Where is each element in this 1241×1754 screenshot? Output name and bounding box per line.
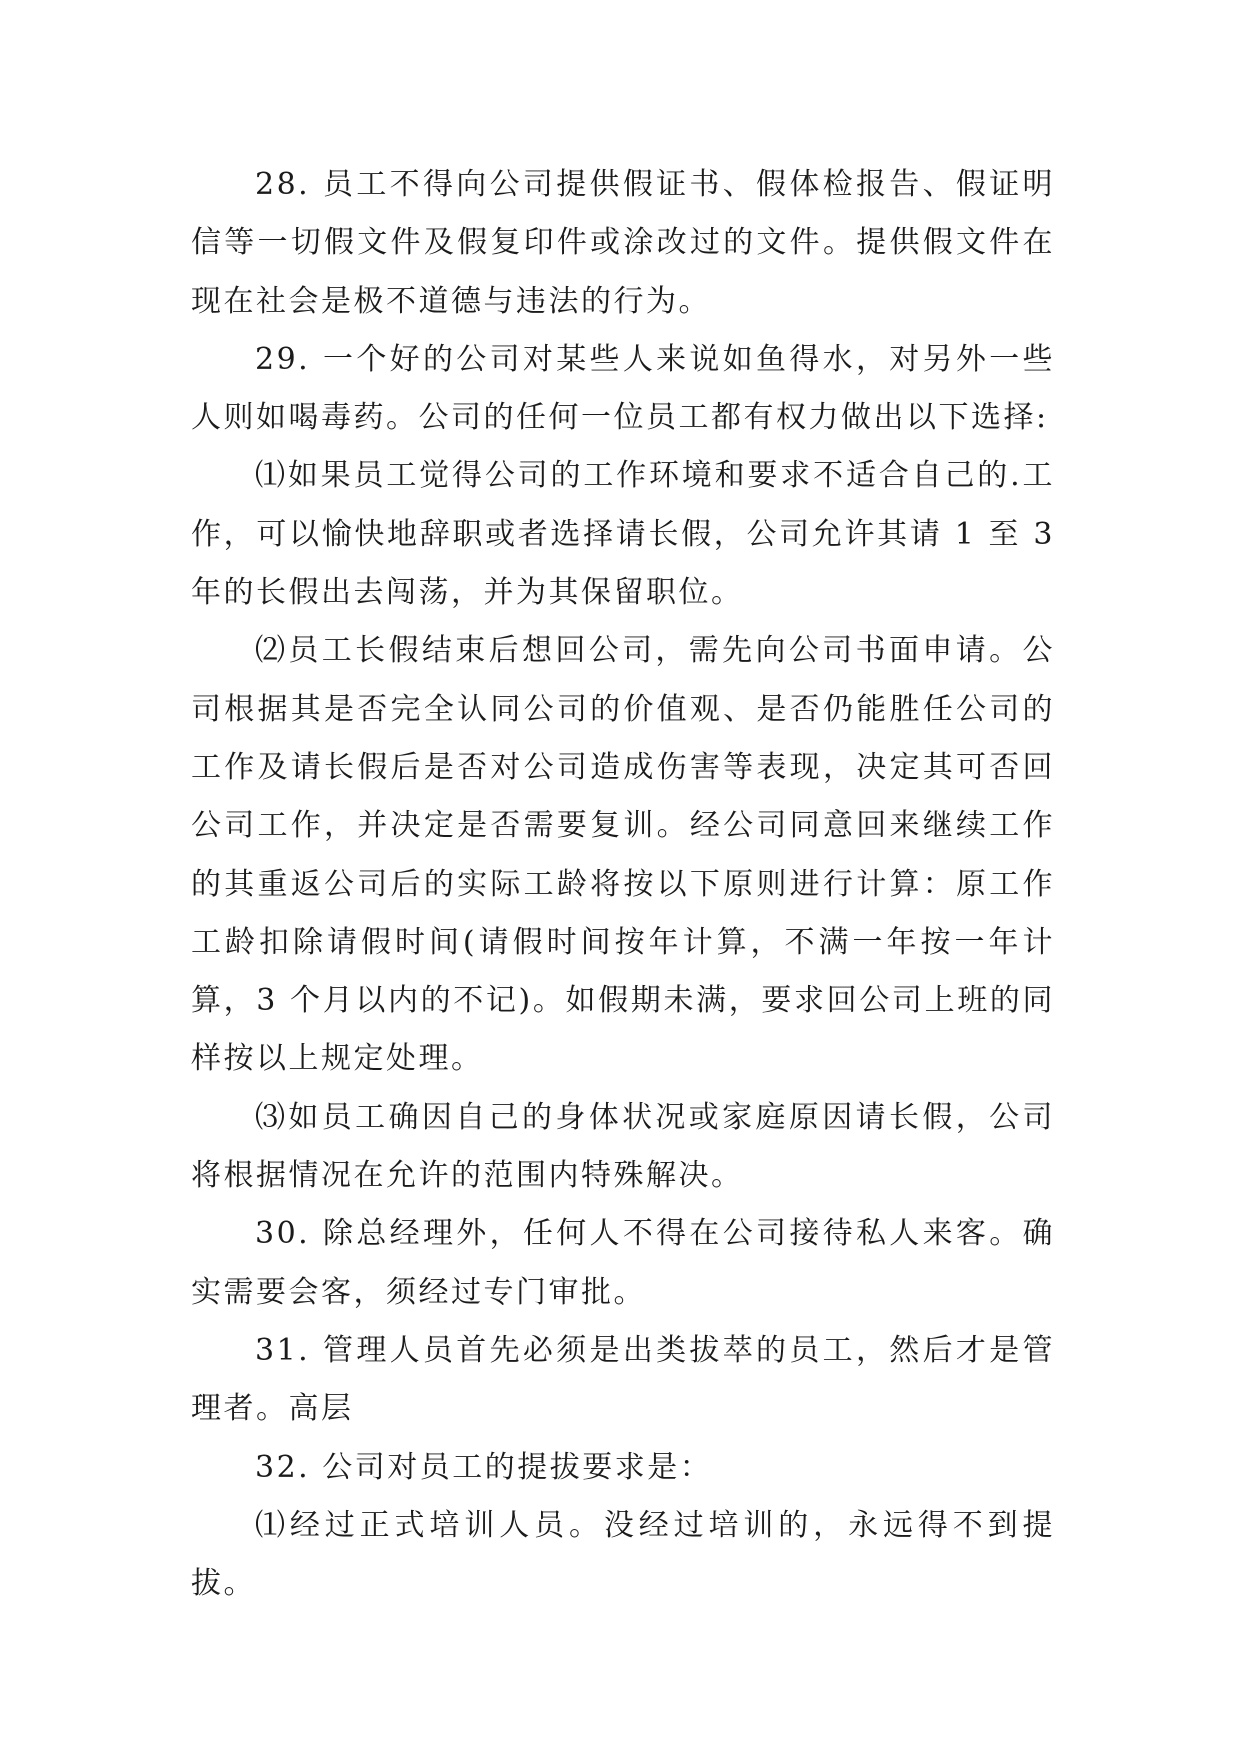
document-body xyxy=(191,156,1055,1613)
paragraph-item-28: 28. 员工不得向公司提供假证书、假体检报告、假证明信等一切假文件及假复印件或涂改过的文件。提供假文件在现在社会是极不道德与违法的行为。 xyxy=(191,167,1055,319)
paragraph-item-29-3: ⑶如员工确因自己的身体状况或家庭原因请长假，公司将根据情况在允许的范围内特殊解决。 xyxy=(191,1099,1055,1194)
paragraph-item-29-1: ⑴如果员工觉得公司的工作环境和要求不适合自己的.工作，可以愉快地辞职或者选择请长假，公司允许其请 1 至 3 年的长假出去闯荡，并为其保留职位。 xyxy=(191,458,1055,611)
paragraph-item-32-1: ⑴经过正式培训人员。没经过培训的，永远得不到提拔。 xyxy=(191,1507,1055,1602)
paragraph-item-29: 29. 一个好的公司对某些人来说如鱼得水，对另外一些人则如喝毒药。公司的任何一位员工都有权力做出以下选择: xyxy=(191,341,1055,436)
paragraph-item-30: 30. 除总经理外，任何人不得在公司接待私人来客。确实需要会客，须经过专门审批。 xyxy=(191,1216,1055,1310)
paragraph-item-32: 32. 公司对员工的提拔要求是： xyxy=(255,1449,713,1485)
paragraph-item-31: 31. 管理人员首先必须是出类拔萃的员工，然后才是管理者。高层 xyxy=(191,1332,1055,1427)
paragraph-item-29-2: ⑵员工长假结束后想回公司，需先向公司书面申请。公司根据其是否完全认同公司的价值观、是否仍能胜任公司的工作及请长假后是否对公司造成伤害等表现，决定其可否回公司工作，并决定是否需要复训。经公司同意回来继续工作的其重返公司后的实际工龄将按以下原则进行计算：原工作工龄扣除请假时间(请假时间按年计算，不满一年按一年计算，3 个月以内的不记)。如假期未满，要求回公司上班的同样按以上规定处理。 xyxy=(191,633,1055,1077)
